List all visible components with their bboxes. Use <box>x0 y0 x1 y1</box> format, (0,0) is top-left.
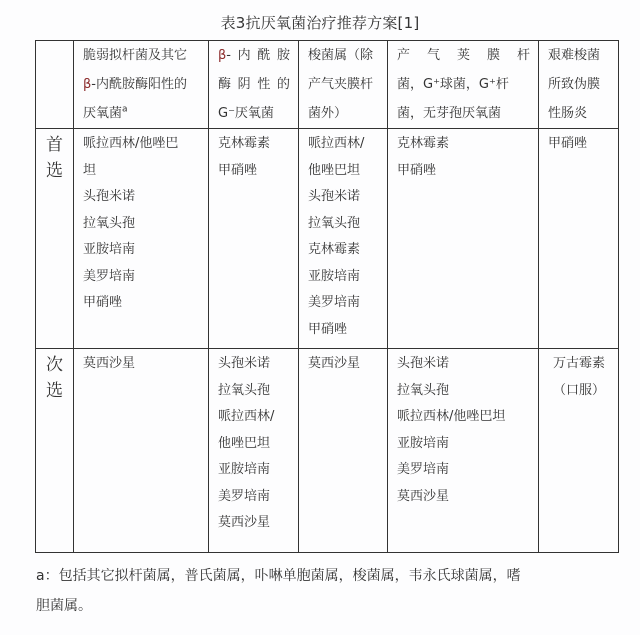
header-line: 梭菌属（除 <box>308 48 374 63</box>
header-line <box>83 70 200 99</box>
table-title: 表3抗厌氧菌治疗推荐方案[1] <box>220 14 420 32</box>
drug-name: 克林霉素 <box>218 136 271 151</box>
header-line-text: 厌氧菌 <box>83 106 123 121</box>
drug-name: 克林霉素 <box>397 136 450 151</box>
drug-cell <box>209 349 299 553</box>
header-line: 酶阴性的 <box>218 77 290 92</box>
drug-cell <box>74 129 209 349</box>
beta-symbol: β <box>83 77 92 92</box>
drug-cell <box>299 129 388 349</box>
footnote-marker: a <box>122 104 128 115</box>
drug-name: 拉氧头孢 <box>218 382 271 398</box>
header-line: 菌，G⁺球菌，G⁺杆 <box>397 77 509 92</box>
drug-name: 甲硝唑 <box>548 136 588 151</box>
drug-cell <box>209 129 299 349</box>
row-label-char: 次 <box>46 355 63 375</box>
drug-name: 拉氧头孢 <box>397 382 450 398</box>
header-line: 脆弱拟杆菌及其它 <box>83 48 188 63</box>
header-cell-bacteroides <box>74 41 209 129</box>
drug-cell <box>539 129 619 349</box>
drug-name: 拉氧头孢 <box>83 215 136 231</box>
drug-name: 亚胺培南 <box>308 268 361 284</box>
drug-name: 美罗培南 <box>308 295 361 310</box>
drug-cell <box>74 349 209 553</box>
header-line: 所致伪膜 <box>548 77 601 92</box>
drug-cell <box>299 349 388 553</box>
drug-name: 头孢米诺 <box>83 189 136 204</box>
drug-name: 拉氧头孢 <box>308 215 361 231</box>
row-label-second-choice <box>36 349 74 553</box>
footnote-line: 胆菌属。 <box>36 598 92 614</box>
header-cell-difficile <box>539 41 619 129</box>
drug-name: 哌拉西林/他唑巴 <box>83 136 179 151</box>
corner-cell <box>36 41 74 129</box>
drug-name: 坦 <box>83 162 97 178</box>
drug-name: 甲硝唑 <box>83 295 123 310</box>
header-line-rest: -内酰胺酶阳性的 <box>91 77 187 92</box>
header-cell-perfringens <box>388 41 539 129</box>
beta-symbol: β <box>218 48 227 63</box>
drug-name: 莫西沙星 <box>397 488 450 504</box>
drug-name: 哌拉西林/他唑巴坦 <box>397 409 506 424</box>
drug-name: 他唑巴坦 <box>218 435 271 451</box>
header-row <box>36 41 619 129</box>
table-row-first-choice <box>36 129 619 349</box>
header-cell-beta-lactamase-negative <box>209 41 299 129</box>
row-label-char: 选 <box>46 161 63 181</box>
header-line: G⁻厌氧菌 <box>218 106 274 121</box>
header-line: 产气荚膜杆 <box>397 48 530 63</box>
drug-name: 亚胺培南 <box>218 462 271 477</box>
drug-name: 亚胺培南 <box>83 242 136 257</box>
header-line-rest: -内酰胺 <box>226 48 290 63</box>
treatment-table <box>35 40 619 553</box>
drug-cell <box>388 129 539 349</box>
drug-name: 他唑巴坦 <box>308 162 361 178</box>
drug-name: 亚胺培南 <box>397 435 450 451</box>
header-line: 艰难梭菌 <box>548 48 601 63</box>
footnote <box>36 561 626 621</box>
drug-name: 头孢米诺 <box>218 356 271 371</box>
drug-name: 万古霉素 <box>552 356 605 371</box>
drug-cell <box>539 349 619 553</box>
header-line <box>218 41 290 70</box>
drug-name: （口服） <box>552 382 605 398</box>
header-line: 菌外） <box>308 106 348 121</box>
drug-name: 克林霉素 <box>308 242 361 257</box>
header-line: 菌，无芽孢厌氧菌 <box>397 106 502 121</box>
header-line: 产气夹膜杆 <box>308 77 374 92</box>
drug-name: 莫西沙星 <box>218 515 271 530</box>
drug-name: 甲硝唑 <box>218 162 258 178</box>
header-line: 性肠炎 <box>548 106 588 121</box>
drug-name: 莫西沙星 <box>308 356 361 371</box>
drug-name: 头孢米诺 <box>397 356 450 371</box>
drug-name: 甲硝唑 <box>397 162 437 178</box>
drug-name: 哌拉西林/ <box>218 409 275 424</box>
drug-name: 甲硝唑 <box>308 321 348 337</box>
drug-name: 莫西沙星 <box>83 356 136 371</box>
drug-name: 美罗培南 <box>218 488 271 504</box>
row-label-char: 选 <box>46 381 63 401</box>
drug-name: 哌拉西林/ <box>308 136 365 151</box>
row-label-char: 首 <box>46 135 63 155</box>
header-cell-clostridium <box>299 41 388 129</box>
drug-name: 头孢米诺 <box>308 189 361 204</box>
drug-cell <box>388 349 539 553</box>
footnote-line: a：包括其它拟杆菌属，普氏菌属，卟啉单胞菌属，梭菌属，韦永氏球菌属，嗜 <box>36 568 521 584</box>
table-row-second-choice <box>36 349 619 553</box>
drug-name: 美罗培南 <box>83 268 136 284</box>
row-label-first-choice <box>36 129 74 349</box>
header-line <box>83 99 200 128</box>
drug-name: 美罗培南 <box>397 462 450 477</box>
